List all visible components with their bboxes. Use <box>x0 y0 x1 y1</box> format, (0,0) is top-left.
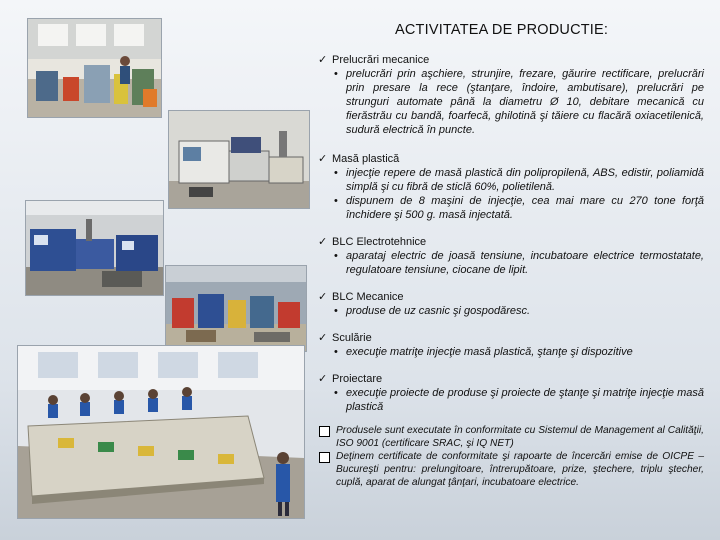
plastic-injection-machine-photo <box>168 110 310 209</box>
checkbox-icon <box>319 426 330 437</box>
section-title: Prelucrări mecanice <box>332 54 430 66</box>
section-title: BLC Electrotehnice <box>332 236 427 248</box>
bullet-icon: • <box>334 346 338 358</box>
list-item: • prelucrări prin aşchiere, strunjire, frezare, găurire rectificare, prelucrări prin presare la rece (ştanţare, îndoire, ambutisare), prelucrări pe strunguri automate până la diametru Ø 10, debitare mecanică cu fierăstrău cu bandă, foarfecă, ghilotină şi tăiere cu flacără oxiacetilenică, sudură electrică în puncte. <box>318 67 704 137</box>
section-plastic <box>318 152 704 222</box>
list-item: • execuţie proiecte de produse şi proiecte de ştanţe şi matriţe injecţie masă plastică <box>318 386 704 414</box>
list-item: • injecţie repere de masă plastică din polipropilenă, ABS, edistir, poliamidă simplă şi cu fibră de sticlă 60%, polietilenă. <box>318 166 704 194</box>
bullet-icon: • <box>334 167 338 179</box>
assembly-line-photo <box>17 345 305 519</box>
check-icon: ✓ <box>318 373 328 385</box>
bullet-icon: • <box>334 305 338 317</box>
injection-hall-photo <box>25 200 164 296</box>
list-item: • produse de uz casnic şi gospodăresc. <box>318 304 704 318</box>
check-icon: ✓ <box>318 153 328 165</box>
section-scularie <box>318 331 704 359</box>
section-mechanical <box>318 53 704 137</box>
section-title: Sculărie <box>332 332 372 344</box>
section-title: Masă plastică <box>332 153 400 165</box>
check-icon: ✓ <box>318 291 328 303</box>
page-title: ACTIVITATEA DE PRODUCTIE: <box>395 22 609 38</box>
bullet-icon: • <box>334 68 338 80</box>
bullet-icon: • <box>334 195 338 207</box>
note-item: Produsele sunt executate în conformitate cu Sistemul de Management al Calităţii, ISO 9001 (certificare SRAC, şi IQ NET) <box>318 424 704 450</box>
bullet-icon: • <box>334 387 338 399</box>
check-icon: ✓ <box>318 54 328 66</box>
section-title: BLC Mecanice <box>332 291 404 303</box>
bullet-icon: • <box>334 250 338 262</box>
notes-list <box>318 424 704 489</box>
section-blc-mecanice <box>318 290 704 318</box>
section-title: Proiectare <box>332 373 383 385</box>
note-item: Deţinem certificate de conformitate şi rapoarte de încercări emise de OICPE – Bucureşti pentru: prelungitoare, întrerupătoare, prize, ştechere, triplu ştecher, cuplă, aparat de alungat ţânţari, incubatoare electrice. <box>318 450 704 489</box>
mechanical-workshop-photo <box>27 18 162 118</box>
list-item: • dispunem de 8 maşini de injecţie, cea mai mare cu 270 tone forţă închidere şi 500 g. masă injectată. <box>318 194 704 222</box>
list-item: • aparataj electric de joasă tensiune, incubatoare electrice termostatate, regulatoare tensiune, ciocane de lipit. <box>318 249 704 277</box>
section-proiectare <box>318 372 704 414</box>
check-icon: ✓ <box>318 332 328 344</box>
tooling-workshop-photo <box>165 265 307 352</box>
list-item: • execuţie matriţe injecţie masă plastică, ştanţe şi dispozitive <box>318 345 704 359</box>
checkbox-icon <box>319 452 330 463</box>
check-icon: ✓ <box>318 236 328 248</box>
section-blc-electrotehnice <box>318 235 704 277</box>
